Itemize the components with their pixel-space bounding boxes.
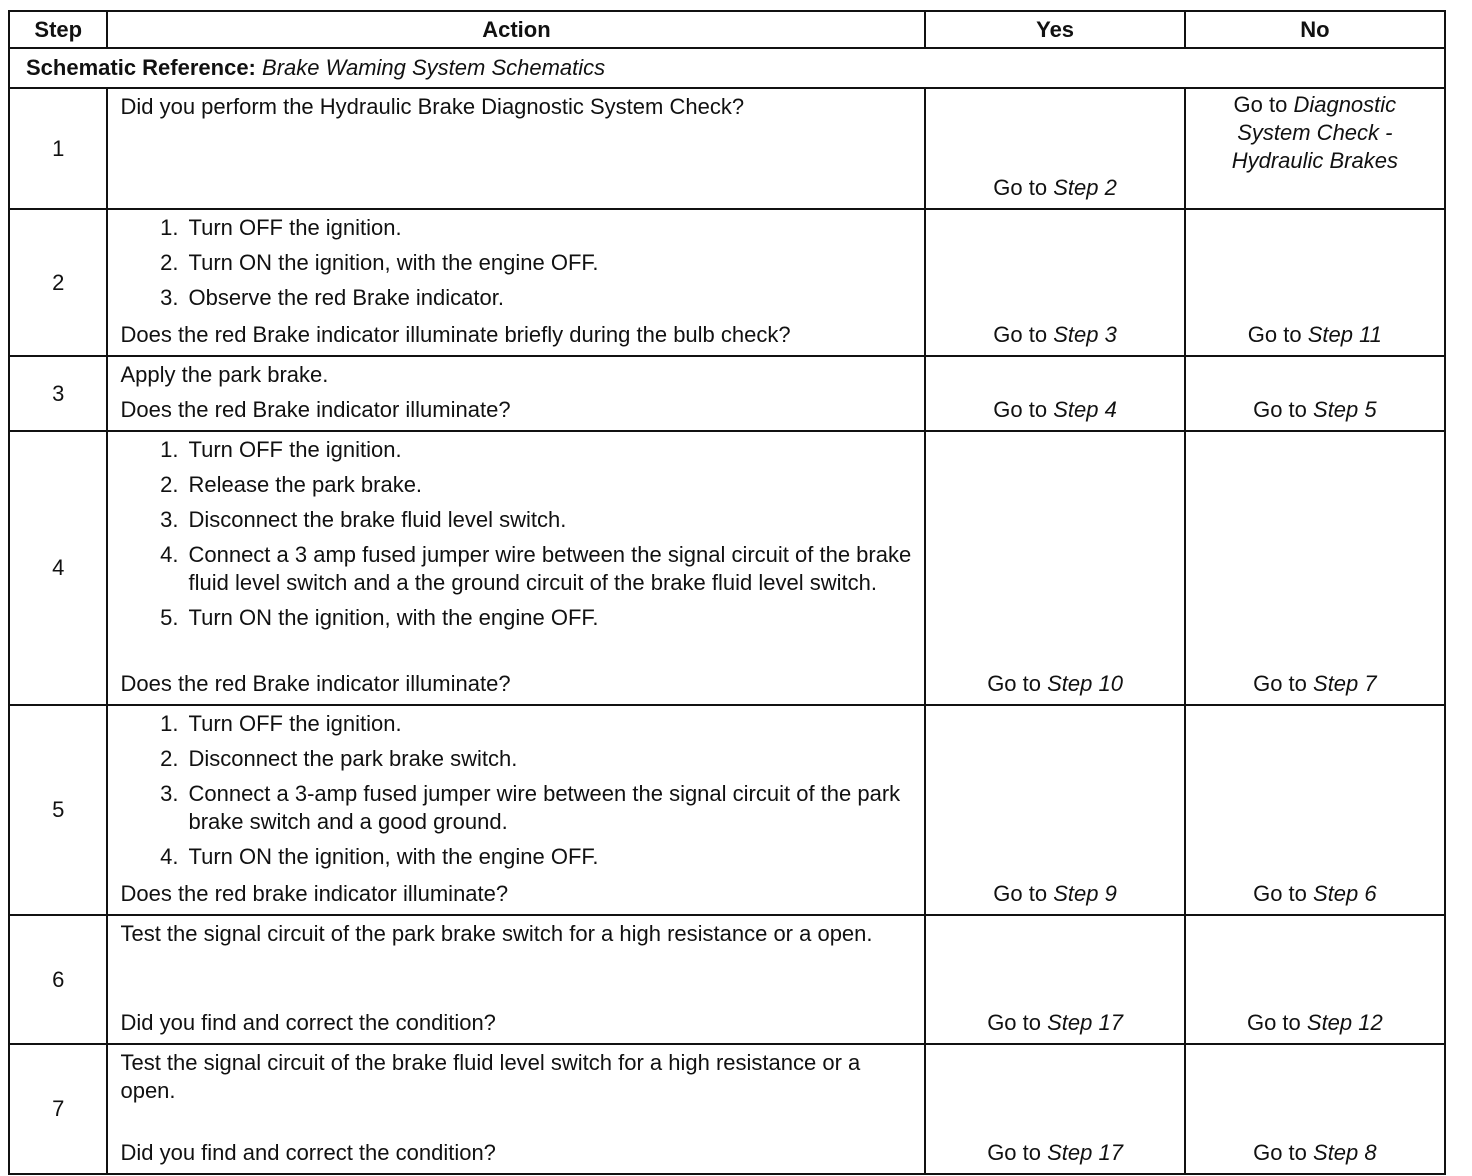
step-row: [9, 209, 1445, 356]
yes-result: Go to Step 3: [993, 322, 1117, 347]
action-list: [120, 214, 912, 319]
action-item: 3. Connect a 3-amp fused jumper wire between the signal circuit of the park brake switch and a good ground.: [160, 781, 901, 834]
step-number: 2: [9, 209, 107, 356]
action-question: Did you find and correct the condition?: [120, 1010, 496, 1035]
action-cell: [108, 210, 924, 355]
schematic-link[interactable]: Brake Waming System Schematics: [262, 55, 606, 80]
action-item: 1. Turn OFF the ignition.: [160, 215, 402, 240]
action-list: [120, 710, 912, 878]
no-link[interactable]: Step 12: [1306, 1010, 1383, 1035]
action-item: 2. Turn ON the ignition, with the engine OFF.: [160, 250, 599, 275]
action-intro: Apply the park brake.: [120, 362, 329, 387]
action-cell: [108, 357, 924, 430]
action-item: 2. Release the park brake.: [160, 472, 423, 497]
no-result: Go to Step 6: [1253, 881, 1377, 906]
yes-result: Go to Step 4: [993, 397, 1117, 422]
header-yes: Yes: [925, 11, 1184, 48]
no-result: Go to Diagnostic System Check - Hydraulic Brakes: [1231, 92, 1398, 173]
action-item: 1. Turn OFF the ignition.: [160, 437, 402, 462]
yes-link[interactable]: Step 9: [1053, 881, 1117, 906]
no-result: Go to Step 7: [1253, 671, 1377, 696]
action-cell: [108, 706, 924, 914]
no-link[interactable]: Step 6: [1313, 881, 1377, 906]
no-result: Go to Step 8: [1253, 1140, 1377, 1165]
yes-result: Go to Step 17: [987, 1140, 1123, 1165]
yes-link[interactable]: Step 4: [1053, 397, 1117, 422]
action-cell: [108, 916, 924, 1043]
step-number: 4: [9, 431, 107, 705]
no-result: Go to Step 12: [1246, 1010, 1383, 1035]
action-item: 3. Observe the red Brake indicator.: [160, 285, 504, 310]
action-intro: Did you perform the Hydraulic Brake Diagnostic System Check?: [120, 94, 745, 119]
action-cell: [108, 1045, 924, 1173]
no-result: Go to Step 11: [1247, 322, 1382, 347]
step-row: [9, 705, 1445, 915]
action-item: 4. Connect a 3 amp fused jumper wire between the signal circuit of the brake fluid level switch and a the ground circuit of the brake fluid level switch.: [160, 542, 912, 595]
action-cell: [108, 89, 924, 208]
action-list: [120, 436, 912, 639]
action-question: Did you find and correct the condition?: [120, 1140, 496, 1165]
action-question: Does the red brake indicator illuminate?: [120, 881, 509, 906]
yes-result: Go to Step 10: [987, 671, 1123, 696]
step-number: 3: [9, 356, 107, 431]
action-item: 4. Turn ON the ignition, with the engine OFF.: [160, 844, 599, 869]
yes-result: Go to Step 2: [993, 175, 1117, 200]
step-row: [9, 1044, 1445, 1174]
action-intro: Test the signal circuit of the park brake switch for a high resistance or a open.: [120, 921, 873, 946]
schematic-reference-row: [9, 48, 1445, 88]
header-row: [9, 11, 1445, 48]
no-link[interactable]: Step 7: [1313, 671, 1377, 696]
yes-link[interactable]: Step 10: [1047, 671, 1123, 696]
action-question: Does the red Brake indicator illuminate?: [120, 397, 511, 422]
action-item: 5. Turn ON the ignition, with the engine OFF.: [160, 605, 599, 630]
action-question: Does the red Brake indicator illuminate?: [120, 671, 511, 696]
step-number: 7: [9, 1044, 107, 1174]
action-cell: [108, 432, 924, 704]
step-number: 1: [9, 88, 107, 209]
step-number: 5: [9, 705, 107, 915]
diagnostic-table: [8, 10, 1446, 1175]
yes-link[interactable]: Step 17: [1047, 1140, 1123, 1165]
action-item: 2. Disconnect the park brake switch.: [160, 746, 518, 771]
yes-result: Go to Step 17: [987, 1010, 1123, 1035]
action-item: 3. Disconnect the brake fluid level switch.: [160, 507, 567, 532]
action-question: Does the red Brake indicator illuminate briefly during the bulb check?: [120, 322, 791, 347]
no-link[interactable]: Step 5: [1313, 397, 1377, 422]
step-number: 6: [9, 915, 107, 1044]
yes-result: Go to Step 9: [993, 881, 1117, 906]
no-result: Go to Step 5: [1253, 397, 1377, 422]
yes-link[interactable]: Step 3: [1053, 322, 1117, 347]
action-item: 1. Turn OFF the ignition.: [160, 711, 402, 736]
action-intro: Test the signal circuit of the brake fluid level switch for a high resistance or a open.: [120, 1050, 861, 1103]
yes-link[interactable]: Step 17: [1047, 1010, 1123, 1035]
step-row: [9, 915, 1445, 1044]
no-link[interactable]: Step 11: [1307, 322, 1382, 347]
header-action: Action: [107, 11, 925, 48]
schematic-label: Schematic Reference:: [26, 55, 256, 80]
no-link[interactable]: Step 8: [1313, 1140, 1377, 1165]
header-no: No: [1185, 11, 1445, 48]
yes-link[interactable]: Step 2: [1053, 175, 1117, 200]
step-row: [9, 356, 1445, 431]
step-row: [9, 431, 1445, 705]
step-row: [9, 88, 1445, 209]
header-step: Step: [9, 11, 107, 48]
no-link[interactable]: Diagnostic System Check - Hydraulic Brakes: [1231, 92, 1398, 173]
